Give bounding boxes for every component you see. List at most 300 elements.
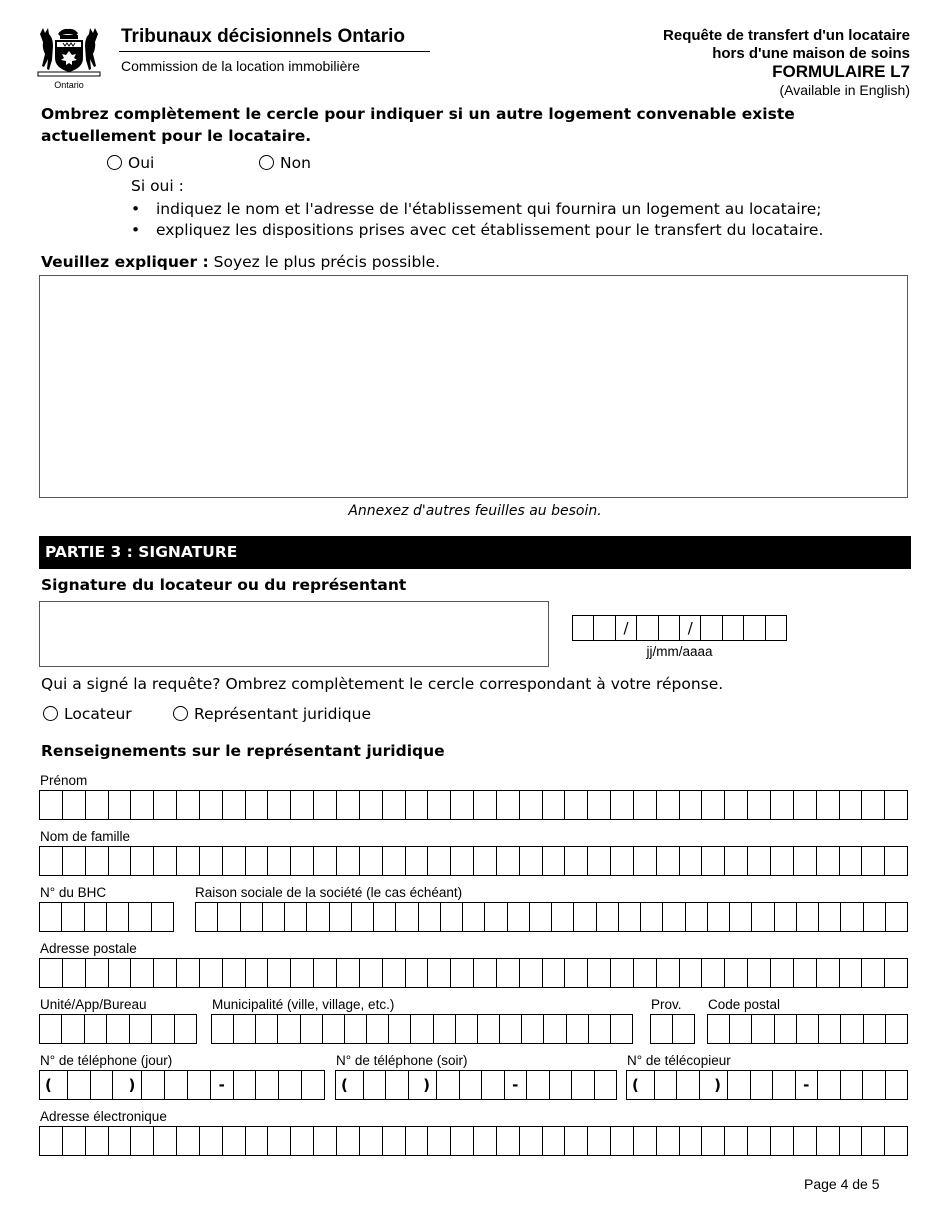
char-cell[interactable] [565,791,588,819]
fax-field[interactable] [626,1070,908,1100]
char-cell[interactable] [520,791,543,819]
char-cell[interactable] [725,1127,748,1155]
char-cell[interactable] [352,903,374,931]
province-field[interactable] [650,1014,695,1044]
date-cell[interactable] [637,616,658,640]
phone-cell[interactable] [773,1071,796,1099]
char-cell[interactable] [109,1127,132,1155]
char-cell[interactable] [451,1127,474,1155]
char-cell[interactable] [819,1015,841,1043]
char-cell[interactable] [702,959,725,987]
radio-yes-circle[interactable] [107,155,122,170]
char-cell[interactable] [497,791,520,819]
phone-cell[interactable] [863,1071,886,1099]
char-cell[interactable] [63,959,86,987]
phone-cell[interactable] [527,1071,550,1099]
char-cell[interactable] [730,903,752,931]
char-cell[interactable] [177,847,200,875]
phone-cell[interactable] [68,1071,91,1099]
char-cell[interactable] [474,1127,497,1155]
char-cell[interactable] [680,791,703,819]
char-cell[interactable] [500,1015,522,1043]
phone-cell[interactable] [841,1071,864,1099]
char-cell[interactable] [85,903,107,931]
phone-cell[interactable] [728,1071,751,1099]
char-cell[interactable] [330,903,352,931]
char-cell[interactable] [543,791,566,819]
char-cell[interactable] [301,1015,323,1043]
char-cell[interactable] [246,1127,269,1155]
char-cell[interactable] [588,791,611,819]
char-cell[interactable] [794,847,817,875]
date-cell[interactable] [766,616,787,640]
char-cell[interactable] [634,791,657,819]
phone-cell[interactable] [91,1071,114,1099]
char-cell[interactable] [543,1127,566,1155]
char-cell[interactable] [885,1127,908,1155]
char-cell[interactable] [702,1127,725,1155]
char-cell[interactable] [657,959,680,987]
phone-cell[interactable] [655,1071,678,1099]
char-cell[interactable] [285,903,307,931]
char-cell[interactable] [611,959,634,987]
char-cell[interactable] [565,959,588,987]
char-cell[interactable] [406,959,429,987]
char-cell[interactable] [196,903,218,931]
char-cell[interactable] [752,1015,774,1043]
char-cell[interactable] [565,1127,588,1155]
phone-dash: - [796,1071,819,1099]
char-cell[interactable] [177,791,200,819]
char-cell[interactable] [885,847,908,875]
char-cell[interactable] [129,903,151,931]
char-cell[interactable] [530,903,552,931]
char-cell[interactable] [619,903,641,931]
char-cell[interactable] [456,1015,478,1043]
char-cell[interactable] [109,847,132,875]
char-cell[interactable] [657,791,680,819]
phone-cell[interactable] [142,1071,165,1099]
radio-legal-rep-circle[interactable] [173,706,188,721]
char-cell[interactable] [337,1127,360,1155]
char-cell[interactable] [406,1127,429,1155]
char-cell[interactable] [63,791,86,819]
char-cell[interactable] [434,1015,456,1043]
char-cell[interactable] [152,903,174,931]
phone-day-field[interactable] [39,1070,325,1100]
char-cell[interactable] [886,1015,908,1043]
char-cell[interactable] [337,847,360,875]
char-cell[interactable] [63,847,86,875]
char-cell[interactable] [862,791,885,819]
char-cell[interactable] [497,959,520,987]
char-cell[interactable] [383,1127,406,1155]
char-cell[interactable] [817,1127,840,1155]
char-cell[interactable] [725,791,748,819]
char-cell[interactable] [840,1127,863,1155]
char-cell[interactable] [212,1015,234,1043]
char-cell[interactable] [634,847,657,875]
char-cell[interactable] [86,959,109,987]
char-cell[interactable] [314,1127,337,1155]
char-cell[interactable] [794,959,817,987]
char-cell[interactable] [40,903,62,931]
char-cell[interactable] [451,791,474,819]
char-cell[interactable] [374,903,396,931]
char-cell[interactable] [497,847,520,875]
char-cell[interactable] [291,847,314,875]
phone-cell[interactable] [165,1071,188,1099]
char-cell[interactable] [611,791,634,819]
char-cell[interactable] [389,1015,411,1043]
char-cell[interactable] [218,903,240,931]
signature-box[interactable] [39,601,549,667]
char-cell[interactable] [223,847,246,875]
char-cell[interactable] [291,959,314,987]
char-cell[interactable] [263,903,285,931]
available-english-link[interactable]: (Available in English) [779,82,910,98]
date-cell[interactable] [659,616,680,640]
char-cell[interactable] [797,903,819,931]
char-cell[interactable] [291,791,314,819]
phone-cell[interactable] [188,1071,211,1099]
char-cell[interactable] [748,847,771,875]
char-cell[interactable] [589,1015,611,1043]
char-cell[interactable] [223,959,246,987]
explanation-textarea[interactable] [39,275,908,498]
char-cell[interactable] [641,903,663,931]
char-cell[interactable] [708,1015,730,1043]
lso-number-label: N° du BHC [40,885,107,900]
phone-cell[interactable] [386,1071,409,1099]
phone-cell[interactable] [437,1071,460,1099]
char-cell[interactable] [154,847,177,875]
char-cell[interactable] [864,1015,886,1043]
char-cell[interactable] [200,1127,223,1155]
char-cell[interactable] [406,791,429,819]
phone-cell[interactable] [364,1071,387,1099]
char-cell[interactable] [840,959,863,987]
char-cell[interactable] [794,1127,817,1155]
phone-cell[interactable] [482,1071,505,1099]
char-cell[interactable] [730,1015,752,1043]
char-cell[interactable] [841,903,863,931]
char-cell[interactable] [360,959,383,987]
char-cell[interactable] [611,847,634,875]
char-cell[interactable] [360,791,383,819]
char-cell[interactable] [474,791,497,819]
phone-cell[interactable] [256,1071,279,1099]
char-cell[interactable] [268,847,291,875]
char-cell[interactable] [241,903,263,931]
char-cell[interactable] [702,847,725,875]
char-cell[interactable] [680,1127,703,1155]
char-cell[interactable] [268,791,291,819]
char-cell[interactable] [817,791,840,819]
char-cell[interactable] [702,791,725,819]
char-cell[interactable] [885,959,908,987]
email-label: Adresse électronique [40,1109,167,1124]
char-cell[interactable] [200,847,223,875]
char-cell[interactable] [474,847,497,875]
phone-cell[interactable] [460,1071,483,1099]
radio-yes-label: Oui [128,154,155,172]
char-cell[interactable] [657,847,680,875]
char-cell[interactable] [268,1127,291,1155]
char-cell[interactable] [63,1127,86,1155]
char-cell[interactable] [428,791,451,819]
char-cell[interactable] [748,959,771,987]
phone-area-open: ( [40,1071,68,1099]
char-cell[interactable] [840,791,863,819]
phone-cell[interactable] [302,1071,325,1099]
char-cell[interactable] [520,1127,543,1155]
char-cell[interactable] [314,791,337,819]
char-cell[interactable] [748,1127,771,1155]
last-name-field[interactable] [39,846,908,876]
char-cell[interactable] [131,1127,154,1155]
char-cell[interactable] [278,1015,300,1043]
char-cell[interactable] [841,1015,863,1043]
char-cell[interactable] [657,1127,680,1155]
char-cell[interactable] [588,959,611,987]
char-cell[interactable] [663,903,685,931]
phone-cell[interactable] [677,1071,700,1099]
char-cell[interactable] [345,1015,367,1043]
phone-cell[interactable] [886,1071,909,1099]
char-cell[interactable] [85,1015,107,1043]
radio-landlord-circle[interactable] [43,706,58,721]
phone-cell[interactable] [234,1071,257,1099]
char-cell[interactable] [154,959,177,987]
char-cell[interactable] [130,1015,152,1043]
char-cell[interactable] [396,903,418,931]
char-cell[interactable] [797,1015,819,1043]
char-cell[interactable] [246,959,269,987]
char-cell[interactable] [520,959,543,987]
char-cell[interactable] [307,903,329,931]
char-cell[interactable] [634,1127,657,1155]
char-cell[interactable] [154,1127,177,1155]
char-cell[interactable] [725,847,748,875]
radio-option-landlord[interactable] [43,705,132,723]
char-cell[interactable] [337,791,360,819]
char-cell[interactable] [360,1127,383,1155]
radio-option-yes[interactable] [107,154,154,172]
char-cell[interactable] [794,791,817,819]
char-cell[interactable] [544,1015,566,1043]
char-cell[interactable] [485,903,507,931]
char-cell[interactable] [634,959,657,987]
char-cell[interactable] [107,1015,129,1043]
char-cell[interactable] [748,791,771,819]
char-cell[interactable] [223,1127,246,1155]
form-title-line1: Requête de transfert d'un locataire [663,27,910,44]
phone-cell[interactable] [818,1071,841,1099]
char-cell[interactable] [474,959,497,987]
char-cell[interactable] [651,1015,673,1043]
char-cell[interactable] [177,959,200,987]
char-cell[interactable] [131,791,154,819]
char-cell[interactable] [771,959,794,987]
char-cell[interactable] [673,1015,695,1043]
char-cell[interactable] [314,959,337,987]
char-cell[interactable] [200,959,223,987]
char-cell[interactable] [567,1015,589,1043]
unit-field[interactable] [39,1014,197,1044]
char-cell[interactable] [552,903,574,931]
char-cell[interactable] [441,903,463,931]
char-cell[interactable] [175,1015,197,1043]
company-name-label: Raison sociale de la société (le cas échéant) [195,885,463,900]
char-cell[interactable] [411,1015,433,1043]
char-cell[interactable] [771,1127,794,1155]
char-cell[interactable] [862,959,885,987]
char-cell[interactable] [109,959,132,987]
char-cell[interactable] [40,791,63,819]
char-cell[interactable] [314,847,337,875]
char-cell[interactable] [478,1015,500,1043]
char-cell[interactable] [775,903,797,931]
phone-cell[interactable] [751,1071,774,1099]
first-name-field[interactable] [39,790,908,820]
radio-option-legal-rep[interactable] [173,705,371,723]
date-cell[interactable] [744,616,765,640]
char-cell[interactable] [86,791,109,819]
char-cell[interactable] [565,847,588,875]
radio-option-no[interactable] [259,154,311,172]
char-cell[interactable] [862,847,885,875]
char-cell[interactable] [62,903,84,931]
char-cell[interactable] [840,847,863,875]
char-cell[interactable] [680,847,703,875]
char-cell[interactable] [383,959,406,987]
char-cell[interactable] [708,903,730,931]
char-cell[interactable] [885,791,908,819]
alternate-housing-question: Ombrez complètement le cercle pour indiquer si un autre logement convenable existe actuellement pour le locataire. [41,105,795,145]
char-cell[interactable] [40,847,63,875]
char-cell[interactable] [680,959,703,987]
char-cell[interactable] [360,847,383,875]
char-cell[interactable] [367,1015,389,1043]
char-cell[interactable] [200,791,223,819]
radio-no-circle[interactable] [259,155,274,170]
postal-code-label: Code postal [708,997,781,1012]
phone-evening-field[interactable] [335,1070,617,1100]
char-cell[interactable] [40,959,63,987]
char-cell[interactable] [131,959,154,987]
char-cell[interactable] [752,903,774,931]
char-cell[interactable] [543,959,566,987]
char-cell[interactable] [522,1015,544,1043]
date-cell[interactable] [723,616,744,640]
phone-cell[interactable] [595,1071,618,1099]
first-name-label: Prénom [40,773,88,788]
char-cell[interactable] [428,1127,451,1155]
char-cell[interactable] [771,847,794,875]
company-name-field[interactable] [195,902,908,932]
mailing-address-field[interactable] [39,958,908,988]
char-cell[interactable] [588,1127,611,1155]
char-cell[interactable] [775,1015,797,1043]
char-cell[interactable] [62,1015,84,1043]
char-cell[interactable] [508,903,530,931]
char-cell[interactable] [40,1015,62,1043]
char-cell[interactable] [256,1015,278,1043]
char-cell[interactable] [886,903,908,931]
char-cell[interactable] [597,903,619,931]
postal-code-field[interactable] [707,1014,908,1044]
char-cell[interactable] [451,847,474,875]
char-cell[interactable] [268,959,291,987]
char-cell[interactable] [223,791,246,819]
char-cell[interactable] [40,1127,63,1155]
date-field[interactable] [572,615,787,641]
char-cell[interactable] [246,847,269,875]
char-cell[interactable] [463,903,485,931]
char-cell[interactable] [686,903,708,931]
date-cell[interactable] [573,616,594,640]
char-cell[interactable] [497,1127,520,1155]
char-cell[interactable] [86,1127,109,1155]
legal-rep-heading: Renseignements sur le représentant juridique [41,742,445,760]
phone-cell[interactable] [572,1071,595,1099]
char-cell[interactable] [817,847,840,875]
lso-number-field[interactable] [39,902,174,932]
char-cell[interactable] [611,1015,633,1043]
char-cell[interactable] [406,847,429,875]
char-cell[interactable] [819,903,841,931]
part3-header: PARTIE 3 : SIGNATURE [39,536,911,569]
phone-cell[interactable] [550,1071,573,1099]
char-cell[interactable] [864,903,886,931]
char-cell[interactable] [771,791,794,819]
date-cell[interactable] [701,616,722,640]
char-cell[interactable] [234,1015,256,1043]
char-cell[interactable] [109,791,132,819]
char-cell[interactable] [107,903,129,931]
char-cell[interactable] [451,959,474,987]
char-cell[interactable] [323,1015,345,1043]
char-cell[interactable] [383,791,406,819]
char-cell[interactable] [520,847,543,875]
page-number: Page 4 de 5 [804,1176,880,1192]
char-cell[interactable] [337,959,360,987]
char-cell[interactable] [611,1127,634,1155]
char-cell[interactable] [817,959,840,987]
char-cell[interactable] [428,959,451,987]
municipality-field[interactable] [211,1014,633,1044]
char-cell[interactable] [419,903,441,931]
char-cell[interactable] [428,847,451,875]
char-cell[interactable] [543,847,566,875]
char-cell[interactable] [291,1127,314,1155]
char-cell[interactable] [725,959,748,987]
char-cell[interactable] [154,791,177,819]
char-cell[interactable] [177,1127,200,1155]
char-cell[interactable] [152,1015,174,1043]
char-cell[interactable] [246,791,269,819]
char-cell[interactable] [131,847,154,875]
char-cell[interactable] [588,847,611,875]
char-cell[interactable] [862,1127,885,1155]
email-field[interactable] [39,1126,908,1156]
char-cell[interactable] [383,847,406,875]
phone-cell[interactable] [279,1071,302,1099]
char-cell[interactable] [86,847,109,875]
date-cell[interactable] [594,616,615,640]
char-cell[interactable] [574,903,596,931]
